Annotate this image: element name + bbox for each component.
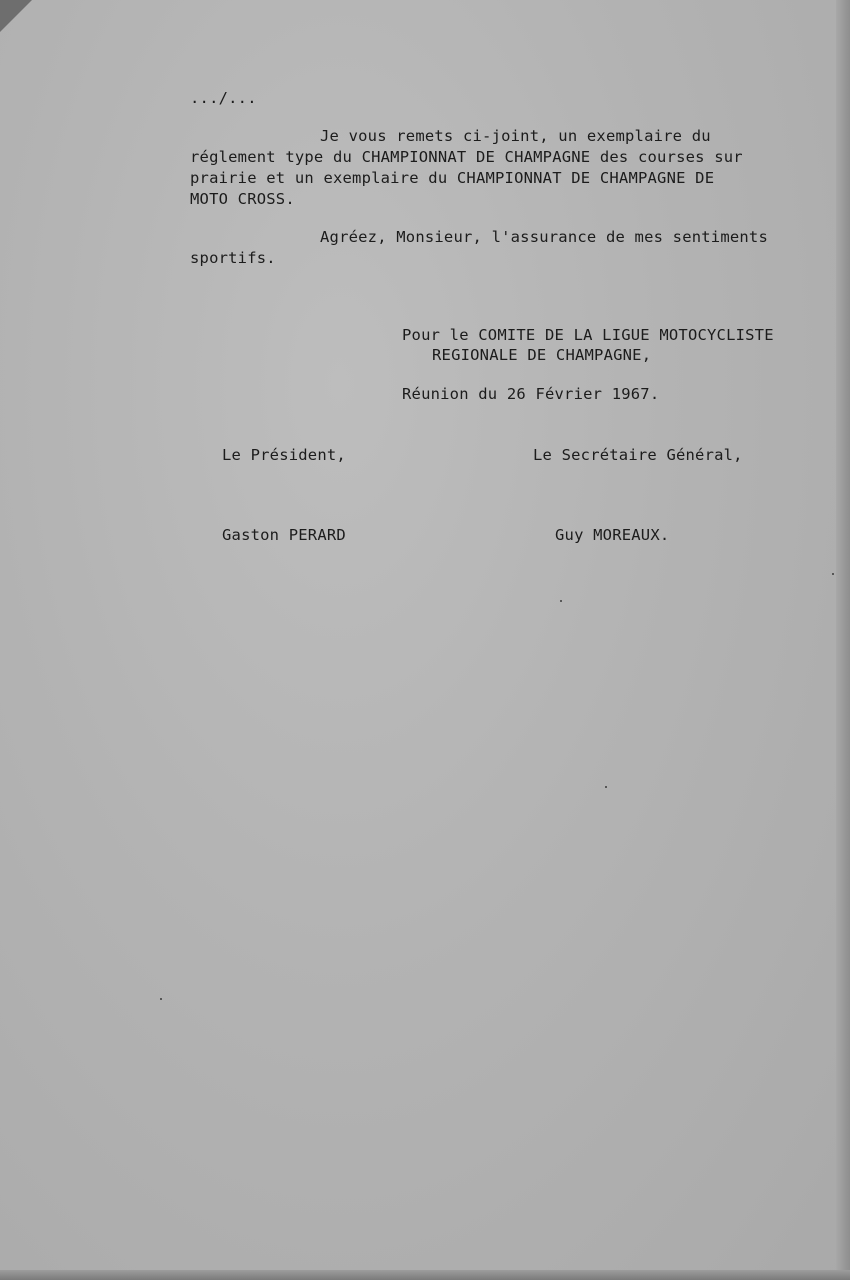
paragraph1-line4: MOTO CROSS. — [190, 190, 295, 208]
president-name: Gaston PERARD — [222, 526, 346, 544]
paragraph2-line1: Agréez, Monsieur, l'assurance de mes sentiments — [320, 228, 768, 246]
paper-speck — [605, 786, 607, 788]
paragraph1-line3: prairie et un exemplaire du CHAMPIONNAT DE CHAMPAGNE DE — [190, 169, 715, 187]
page-edge-right — [836, 0, 850, 1280]
president-title: Le Président, — [222, 446, 346, 464]
paper-speck — [160, 998, 162, 1000]
secretary-name: Guy MOREAUX. — [555, 526, 670, 544]
committee-line2: REGIONALE DE CHAMPAGNE, — [432, 346, 652, 364]
folded-corner — [0, 0, 32, 32]
page-edge-bottom — [0, 1270, 850, 1280]
paragraph2-line2: sportifs. — [190, 249, 276, 267]
continuation-mark: .../... — [190, 89, 257, 107]
paper-speck — [560, 600, 562, 602]
secretary-title: Le Secrétaire Général, — [533, 446, 743, 464]
paragraph1-line2: réglement type du CHAMPIONNAT DE CHAMPAGNE des courses sur — [190, 148, 743, 166]
paper-speck — [832, 573, 834, 575]
paragraph1-line1: Je vous remets ci-joint, un exemplaire du — [320, 127, 711, 145]
committee-line1: Pour le COMITE DE LA LIGUE MOTOCYCLISTE — [402, 326, 774, 344]
meeting-date: Réunion du 26 Février 1967. — [402, 385, 660, 403]
